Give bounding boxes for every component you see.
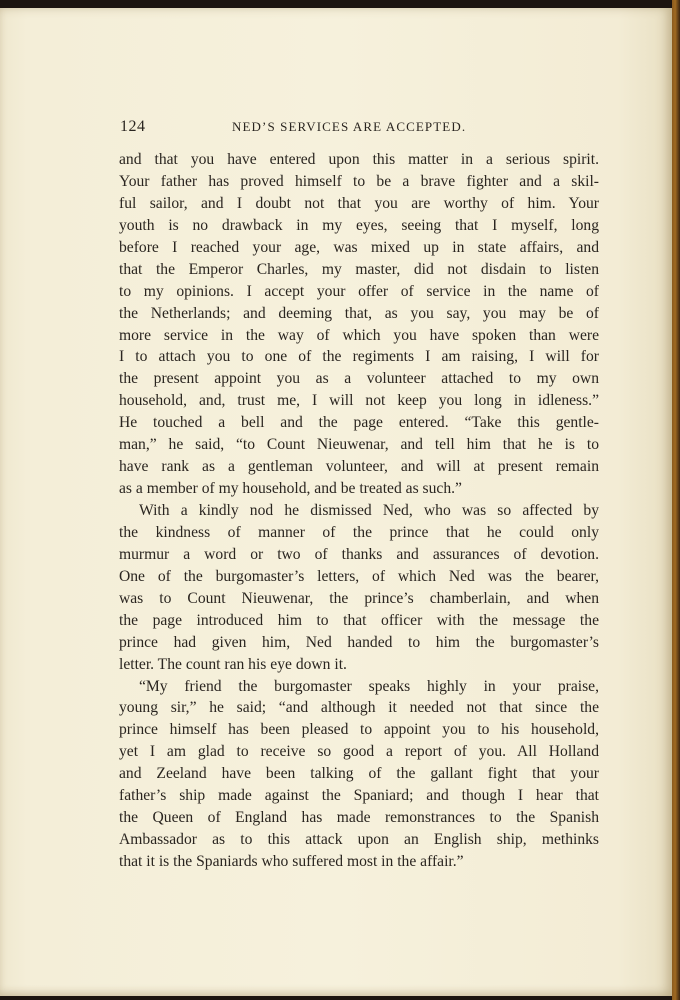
text-line: With a kindly nod he dismissed Ned, who was so affected by [139, 502, 599, 519]
text-line: as a member of my household, and be treated as such.” [119, 480, 462, 498]
text-line: prince had given him, Ned handed to him the burgomaster’s [119, 633, 599, 651]
text-line: man,” he said, “to Count Nieuwenar, and tell him that he is to [119, 436, 599, 454]
text-line: ful sailor, and I doubt not that you are worthy of him. Your [119, 194, 599, 212]
text-line: youth is no drawback in my eyes, seeing that I myself, long [119, 216, 599, 234]
page-header [120, 118, 600, 138]
text-line: I to attach you to one of the regiments I am raising, I will for [119, 348, 599, 366]
text-line: One of the burgomaster’s letters, of which Ned was the bearer, [119, 567, 599, 585]
book-edge [672, 0, 680, 1000]
text-line: was to Count Nieuwenar, the prince’s chamberlain, and when [119, 589, 599, 607]
text-line: “My friend the burgomaster speaks highly in your praise, [139, 677, 599, 695]
text-line: the kindness of manner of the prince that he could only [119, 523, 599, 541]
body-text [119, 149, 599, 873]
text-line: before I reached your age, was mixed up in state affairs, and [119, 238, 599, 256]
text-line: father’s ship made against the Spaniard; and though I hear that [119, 787, 599, 805]
text-line: and Zeeland have been talking of the gallant fight that your [119, 765, 599, 783]
text-line: the page introduced him to that officer with the message the [119, 611, 599, 629]
text-line: Your father has proved himself to be a brave fighter and a skil- [119, 172, 599, 190]
text-line: more service in the way of which you have spoken than were [119, 326, 599, 344]
page-number: 124 [120, 118, 146, 135]
text-line: that it is the Spaniards who suffered most in the affair.” [119, 853, 464, 870]
running-head: NED’S SERVICES ARE ACCEPTED. [232, 119, 467, 134]
text-line: murmur a word or two of thanks and assurances of devotion. [119, 545, 599, 563]
text-line: to my opinions. I accept your offer of service in the name of [119, 282, 599, 300]
text-line: He touched a bell and the page entered. “Take this gentle- [119, 414, 599, 432]
text-line: the Netherlands; and deeming that, as you say, you may be of [119, 304, 599, 322]
text-line: prince himself has been pleased to appoint you to his household, [119, 721, 599, 739]
text-line: Ambassador as to this attack upon an English ship, methinks [119, 831, 599, 849]
text-line: and that you have entered upon this matter in a serious spirit. [119, 151, 599, 168]
text-line: letter. The count ran his eye down it. [119, 655, 347, 673]
text-line: that the Emperor Charles, my master, did not disdain to listen [119, 260, 599, 278]
text-line: household, and, trust me, I will not keep you long in idleness.” [119, 392, 599, 410]
text-line: the Queen of England has made remonstrances to the Spanish [119, 809, 599, 827]
text-line: young sir,” he said; “and although it needed not that since the [119, 699, 599, 717]
text-line: the present appoint you as a volunteer attached to my own [119, 370, 599, 388]
text-line: have rank as a gentleman volunteer, and will at present remain [119, 458, 599, 476]
text-line: yet I am glad to receive so good a report of you. All Holland [119, 743, 599, 761]
